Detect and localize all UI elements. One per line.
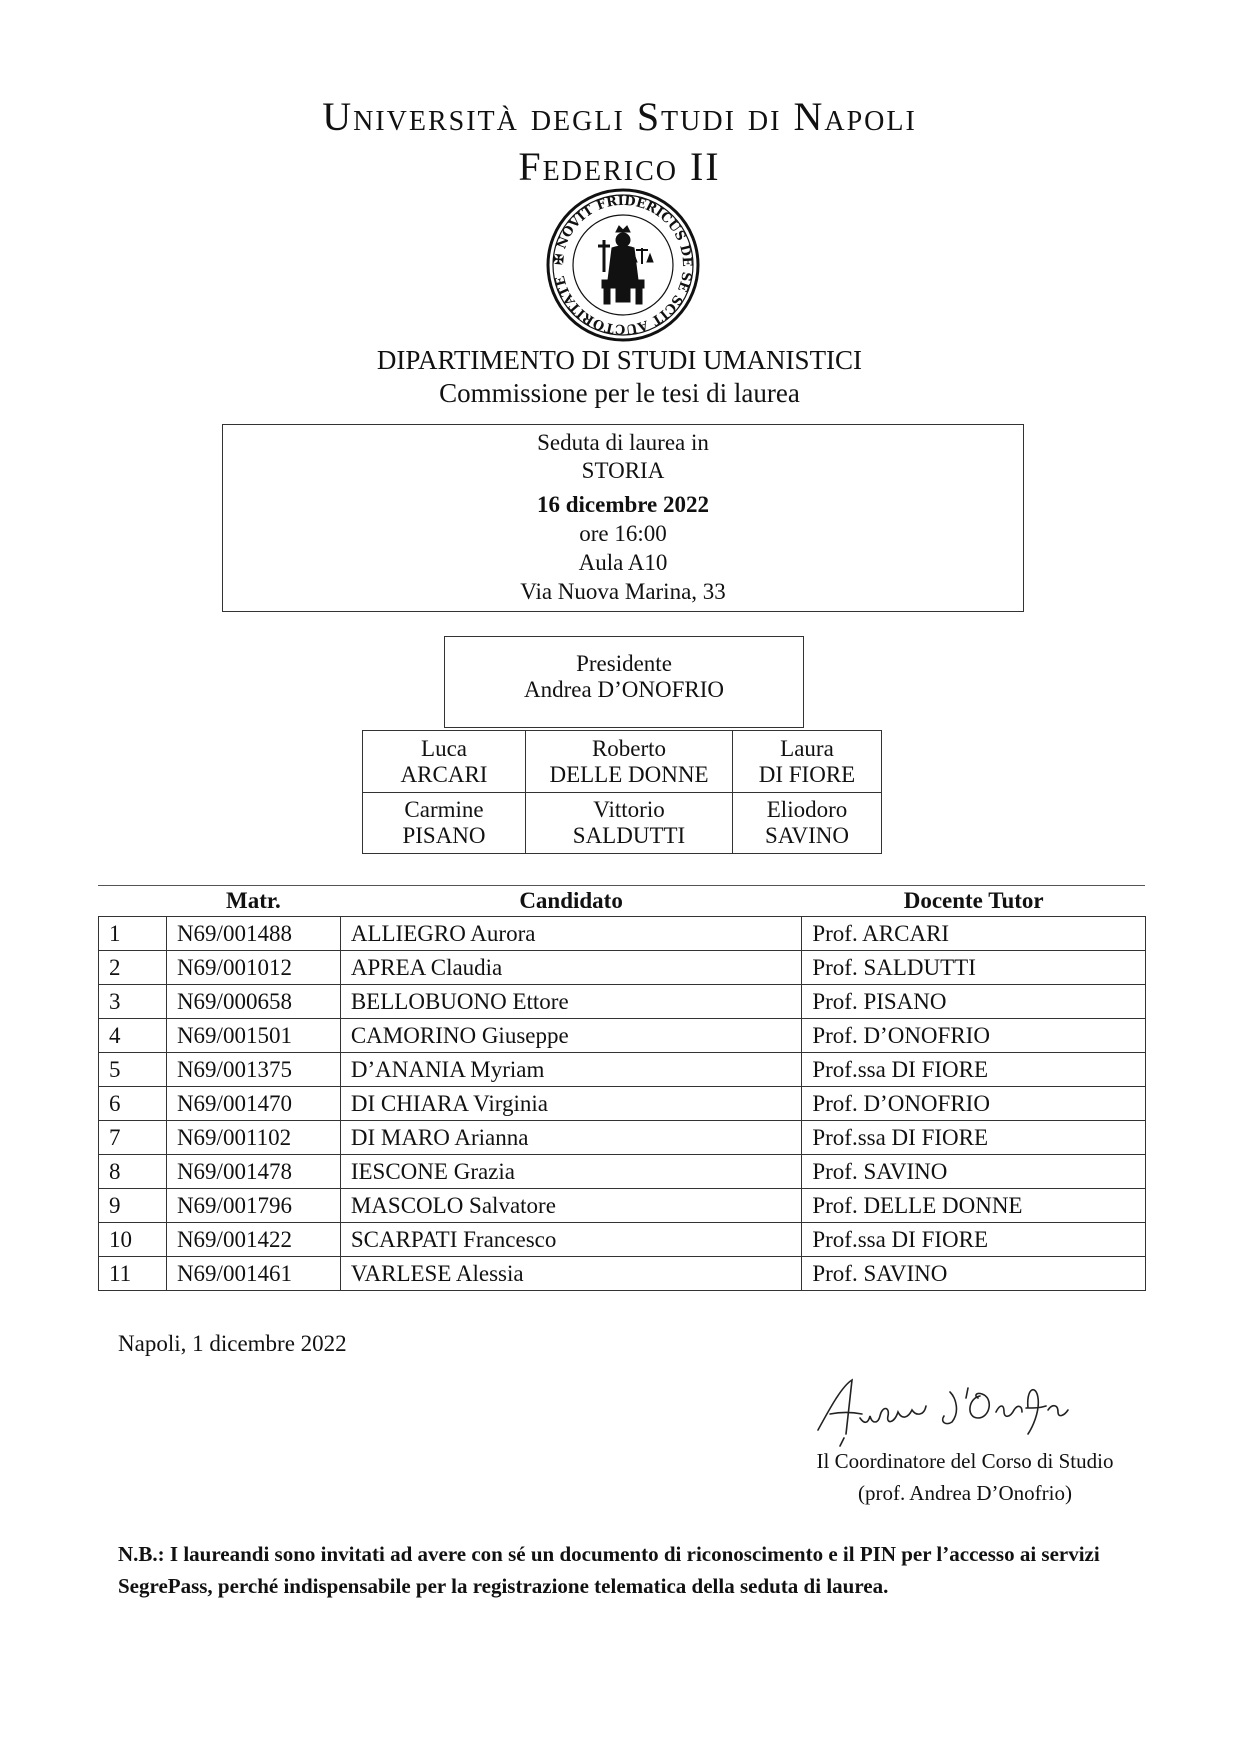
tutor-cell: Prof. ARCARI	[802, 917, 1146, 951]
matricola-cell: N69/001102	[166, 1121, 340, 1155]
row-number: 10	[99, 1223, 167, 1257]
member-cell	[363, 793, 526, 854]
column-header-number	[99, 886, 167, 917]
member-cell	[526, 731, 733, 793]
member-first-name: Laura	[780, 735, 834, 761]
column-header-docente-tutor: Docente Tutor	[903, 888, 1044, 913]
row-number: 3	[99, 985, 167, 1019]
row-number: 7	[99, 1121, 167, 1155]
row-number: 4	[99, 1019, 167, 1053]
matricola-cell: N69/001461	[166, 1257, 340, 1291]
candidate-name-cell: BELLOBUONO Ettore	[340, 985, 801, 1019]
session-address: Via Nuova Marina, 33	[520, 579, 726, 604]
tutor-cell: Prof. SALDUTTI	[802, 951, 1146, 985]
member-cell	[733, 731, 882, 793]
president-role: Presidente	[576, 651, 672, 676]
candidate-name-cell: IESCONE Grazia	[340, 1155, 801, 1189]
column-header-candidato: Candidato	[519, 888, 623, 913]
tutor-cell: Prof. D’ONOFRIO	[802, 1087, 1146, 1121]
commission-members	[362, 730, 882, 854]
matricola-cell: N69/001478	[166, 1155, 340, 1189]
member-last-name: ARCARI	[400, 761, 488, 787]
session-info-box	[222, 424, 1024, 612]
candidate-name-cell: CAMORINO Giuseppe	[340, 1019, 801, 1053]
member-cell	[363, 731, 526, 793]
commission-name: Commissione per le tesi di laurea	[439, 378, 800, 408]
matricola-cell: N69/001796	[166, 1189, 340, 1223]
session-time: ore 16:00	[579, 521, 667, 546]
row-number: 2	[99, 951, 167, 985]
tutor-cell: Prof.ssa DI FIORE	[802, 1121, 1146, 1155]
row-number: 5	[99, 1053, 167, 1087]
matricola-cell: N69/001488	[166, 917, 340, 951]
table-row	[99, 1053, 1146, 1087]
candidate-name-cell: VARLESE Alessia	[340, 1257, 801, 1291]
tutor-cell: Prof. SAVINO	[802, 1155, 1146, 1189]
table-row	[99, 1019, 1146, 1053]
tutor-cell: Prof. D’ONOFRIO	[802, 1019, 1146, 1053]
matricola-cell: N69/001012	[166, 951, 340, 985]
member-first-name: Vittorio	[593, 797, 665, 822]
member-last-name: PISANO	[402, 823, 486, 848]
tutor-cell: Prof.ssa DI FIORE	[802, 1053, 1146, 1087]
university-seal-icon	[546, 188, 700, 342]
matricola-cell: N69/001375	[166, 1053, 340, 1087]
row-number: 8	[99, 1155, 167, 1189]
university-name: Università degli Studi di Napoli	[322, 94, 917, 139]
table-row	[99, 985, 1146, 1019]
seal-inscription: ✠ NOVIT FRIDERICUS DE SE SCIT AUCTORITATE	[551, 193, 695, 337]
candidate-name-cell: APREA Claudia	[340, 951, 801, 985]
members-row	[363, 793, 882, 854]
candidate-name-cell: D’ANANIA Myriam	[340, 1053, 801, 1087]
session-heading: Seduta di laurea in	[537, 430, 709, 455]
members-row	[363, 731, 882, 793]
president-name: Andrea D’ONOFRIO	[524, 677, 724, 702]
department-name: DIPARTIMENTO DI STUDI UMANISTICI	[376, 345, 863, 375]
member-last-name: SAVINO	[765, 823, 849, 848]
matricola-cell: N69/001422	[166, 1223, 340, 1257]
member-first-name: Eliodoro	[766, 797, 848, 822]
member-cell	[733, 793, 882, 854]
candidate-name-cell: ALLIEGRO Aurora	[340, 917, 801, 951]
member-cell	[526, 793, 733, 854]
handwritten-signature	[800, 1368, 1100, 1448]
table-row	[99, 951, 1146, 985]
table-row	[99, 1155, 1146, 1189]
session-room: Aula A10	[578, 550, 668, 575]
session-subject: STORIA	[581, 458, 665, 483]
row-number: 1	[99, 917, 167, 951]
row-number: 11	[99, 1257, 167, 1291]
member-first-name: Carmine	[404, 797, 484, 822]
candidate-name-cell: DI MARO Arianna	[340, 1121, 801, 1155]
table-row	[99, 917, 1146, 951]
row-number: 6	[99, 1087, 167, 1121]
session-date: 16 dicembre 2022	[536, 492, 710, 517]
matricola-cell: N69/001501	[166, 1019, 340, 1053]
matricola-cell: N69/001470	[166, 1087, 340, 1121]
university-subname: Federico II	[518, 144, 721, 189]
member-last-name: DI FIORE	[758, 761, 856, 787]
member-last-name: SALDUTTI	[572, 823, 686, 848]
table-row	[99, 1121, 1146, 1155]
table-row	[99, 1223, 1146, 1257]
tutor-cell: Prof. DELLE DONNE	[802, 1189, 1146, 1223]
matricola-cell: N69/000658	[166, 985, 340, 1019]
member-last-name: DELLE DONNE	[549, 761, 709, 787]
tutor-cell: Prof.ssa DI FIORE	[802, 1223, 1146, 1257]
tutor-cell: Prof. PISANO	[802, 985, 1146, 1019]
tutor-cell: Prof. SAVINO	[802, 1257, 1146, 1291]
table-row	[99, 1087, 1146, 1121]
row-number: 9	[99, 1189, 167, 1223]
candidates-table	[98, 886, 1146, 1291]
table-row	[99, 1257, 1146, 1291]
coordinator-name: (prof. Andrea D’Onofrio)	[857, 1481, 1072, 1505]
table-header-row	[99, 886, 1146, 917]
candidate-name-cell: MASCOLO Salvatore	[340, 1189, 801, 1223]
place-date: Napoli, 1 dicembre 2022	[118, 1331, 347, 1356]
president-box	[444, 636, 804, 728]
member-first-name: Roberto	[591, 735, 667, 761]
coordinator-title: Il Coordinatore del Corso di Studio	[816, 1449, 1114, 1473]
candidates-table-body	[99, 917, 1146, 1291]
candidate-name-cell: DI CHIARA Virginia	[340, 1087, 801, 1121]
column-header-matricola: Matr.	[226, 888, 281, 913]
member-first-name: Luca	[421, 735, 467, 761]
note-paragraph: N.B.: I laureandi sono invitati ad avere con sé un documento di riconoscimento e il PIN per l’accesso ai servizi SegrePass, perché indispensabile per la registrazione telematica della seduta di laurea.	[118, 1542, 1100, 1598]
candidate-name-cell: SCARPATI Francesco	[340, 1223, 801, 1257]
table-row	[99, 1189, 1146, 1223]
